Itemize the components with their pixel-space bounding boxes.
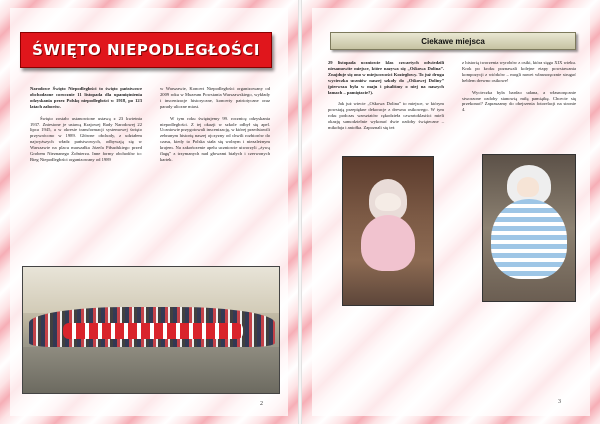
page-number: 3 <box>558 399 561 405</box>
article-paragraph: w Warszawie, Koncert Niepodległości organizowany od 2009 roku w Muzeum Powstania Warszawskiego, wykłady i inscenizacje historyczne, koncerty patriotyczne oraz parady uliczne miast. <box>160 86 270 109</box>
right-page <box>302 0 600 424</box>
article-paragraph: Jak już wiecie „Ośkowa Dolina” to miejsce, w którym powstają przepiękne dekoracje z drewna osikowego. W tym roku podczas warsztatów rękodzieła czwartoklasiści mieli okazję samodzielnie wykonać dwie ozdoby świąteczne – mikołaja i aniołka. Zapoznali się też <box>328 101 444 131</box>
wooden-angel-photo <box>482 154 576 302</box>
left-page <box>0 0 298 424</box>
holiday-title-banner <box>20 32 272 68</box>
article-lead: 29 listopada uczniowie klas czwartych odwiedzili niesamowite miejsce, które nazywa się „Ośkowa Dolina”. Znajduje się ono w miejscowości Koziegłowy. To już druga wycieczka uczniów naszej szkoły do „Ośkowej Doliny” (pierwsza była w maju i pisaliśmy o niej na naszych łamach – pamiętacie?). <box>328 60 444 95</box>
wooden-santa-photo <box>342 156 434 306</box>
section-heading-box <box>330 32 576 50</box>
article-lead: Narodowe Święto Niepodległości to święto państwowe obchodzone corocznie 11 listopada dla upamiętnienia odzyskania przez Polskę niepodległości w 1918, po 123 latach zaborów. <box>30 86 142 109</box>
page-number: 2 <box>260 401 263 407</box>
section-title: Ciekawe miejsca <box>421 36 485 46</box>
article-column-1 <box>30 86 142 163</box>
article-column-1 <box>328 60 444 131</box>
article-paragraph: W tym roku świętujemy 99. rocznicę odzyskania niepodległości. Z tej okazji w szkole odbył się apel. Uczniowie przygotowali inscenizację, w której przedstawili zebranym historię naszej ojczyzny od chwili rozbiorów do czasu, kiedy to Polska stała się wolnym i niezależnym krajem. Na zakończenie apelu uczniowie utworzyli „żywą flagę” z trzymanych nad głowami białych i czerwonych kartek. <box>160 115 270 162</box>
article-column-2 <box>160 86 270 163</box>
article-paragraph: Wycieczka była bardzo udana, a własnoręcznie stworzone ozdoby stanowią miłą pamiątkę. Chcecie się przekonać? Zapraszamy do obejrzenia fotorelacji na stronie 4. <box>462 89 576 113</box>
article-paragraph: z historią tworzenia wyrobów z osiki, która sięga XIX wieku. Krok po kroku poznawali kolejne etapy powstawania kompozycji z wiórków – mogli nawet własnoręcznie strugać heblem drewno osikowe! <box>462 60 576 83</box>
article-column-2 <box>462 60 576 113</box>
school-assembly-photo <box>22 266 280 394</box>
article-paragraph: Święto zostało ustanowione ustawą z 23 kwietnia 1937. Zniesione je ustawą Krajowej Rady Narodowej 22 lipca 1945, a w okresie transformacji systemowej święto przywrócono w 1989. Główne obchody, z udziałem najwyższych władz państwowych, odbywają się w Warszawie na placu marszałka Józefa Piłsudskiego przed Grobem Nieznanego Żołnierza. Inne formy obchodów to: Bieg Niepodległości organizowany od 1989 <box>30 115 142 162</box>
page-title: ŚWIĘTO NIEPODLEGŁOŚCI <box>32 41 260 59</box>
living-flag <box>63 323 243 339</box>
